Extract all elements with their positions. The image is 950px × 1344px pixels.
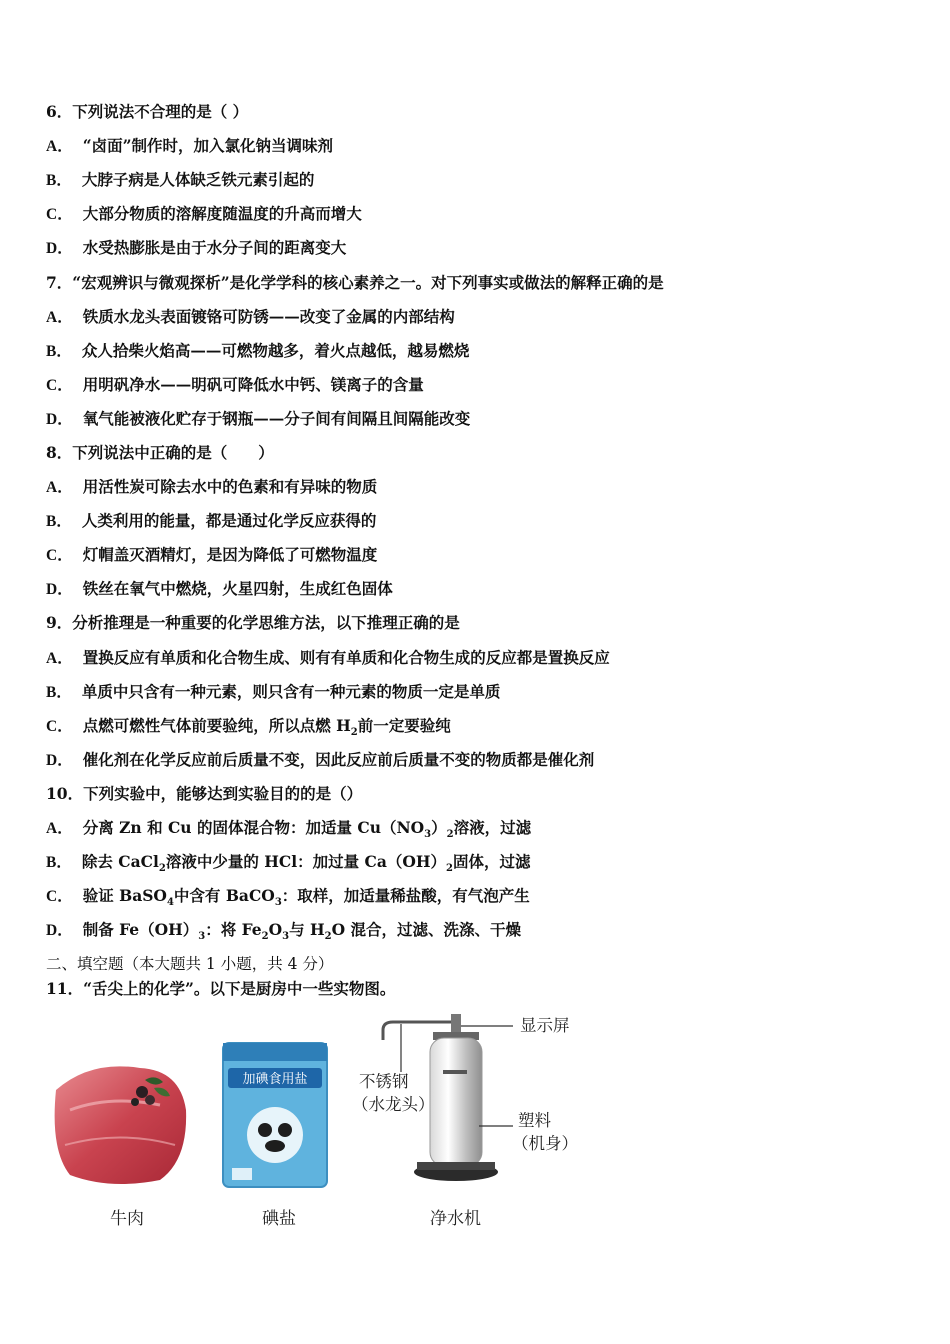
question-6: 6．下列说法不合理的是（ ） xyxy=(46,102,249,121)
question-11: 11．“舌尖上的化学”。以下是厨房中一些实物图。 xyxy=(46,979,396,998)
plastic-label: 塑料 xyxy=(518,1111,551,1130)
iodized-salt-image xyxy=(220,1040,330,1190)
salt-caption: 碘盐 xyxy=(262,1209,296,1229)
purifier-caption: 净水机 xyxy=(430,1209,481,1229)
beef-image xyxy=(50,1050,190,1190)
option-7c: C． 用明矾净水——明矾可降低水中钙、镁离子的含量 xyxy=(46,375,424,394)
option-9d: D． 催化剂在化学反应前后质量不变，因此反应前后质量不变的物质都是催化剂 xyxy=(46,750,595,769)
option-8d: D． 铁丝在氧气中燃烧，火星四射，生成红色固体 xyxy=(46,579,393,598)
beef-caption: 牛肉 xyxy=(110,1209,144,1229)
option-7d: D． 氧气能被液化贮存于钢瓶——分子间有间隔且间隔能改变 xyxy=(46,409,471,428)
option-8c: C． 灯帽盖灭酒精灯，是因为降低了可燃物温度 xyxy=(46,545,378,564)
faucet-label: （水龙头） xyxy=(352,1095,435,1114)
option-6b: B． 大脖子病是人体缺乏铁元素引起的 xyxy=(46,170,315,189)
option-8b: B． 人类利用的能量，都是通过化学反应获得的 xyxy=(46,511,377,530)
option-7a: A． 铁质水龙头表面镀铬可防锈——改变了金属的内部结构 xyxy=(46,307,455,326)
section-2-heading: 二、填空题（本大题共 1 小题，共 4 分） xyxy=(46,955,334,973)
option-9b: B． 单质中只含有一种元素，则只含有一种元素的物质一定是单质 xyxy=(46,682,501,701)
question-7: 7．“宏观辨识与微观探析”是化学学科的核心素养之一。对下列事实或做法的解释正确的是 xyxy=(46,273,664,292)
question-9: 9．分析推理是一种重要的化学思维方法，以下推理正确的是 xyxy=(46,613,460,632)
option-10b: B． 除去 CaCl$_2$溶液中少量的 HCl：加过量 $Ca(OH)_2$固体，过滤 xyxy=(46,852,531,875)
option-6c: C． 大部分物质的溶解度随温度的升高而增大 xyxy=(46,204,362,223)
display-screen-label: 显示屏 xyxy=(520,1016,570,1035)
faucet-leader-line xyxy=(395,1024,407,1074)
stainless-steel-label: 不锈钢 xyxy=(359,1072,409,1091)
purifier-leader-lines xyxy=(461,1018,521,1138)
option-9c: C． 点燃可燃性气体前要验纯，所以点燃 $H_2$前一定要验纯 xyxy=(46,716,451,739)
option-6d: D． 水受热膨胀是由于水分子间的距离变大 xyxy=(46,238,347,257)
option-8a: A． 用活性炭可除去水中的色素和有异味的物质 xyxy=(46,477,378,496)
option-7b: B． 众人拾柴火焰高——可燃物越多，着火点越低，越易燃烧 xyxy=(46,341,470,360)
option-6a: A． “卤面”制作时，加入氯化钠当调味剂 xyxy=(46,136,334,155)
option-10a: A． 分离 Zn 和 Cu 的固体混合物：加适量 $Cu(NO_3)_2$溶液，过滤 xyxy=(46,818,532,841)
salt-package-text: 加碘食用盐 xyxy=(242,1072,308,1087)
option-10c: C． 验证 BaSO$_4$中含有 BaCO$_3$：取样，加适量稀盐酸，有气泡产生 xyxy=(46,886,530,909)
option-9a: A． 置换反应有单质和化合物生成、则有有单质和化合物生成的反应都是置换反应 xyxy=(46,648,610,667)
option-10d: D． 制备 $Fe(OH)_3$：将 $Fe_2O_3$与 $H_2O$ 混合，过滤、洗涤、干燥 xyxy=(46,920,522,943)
machine-body-label: （机身） xyxy=(512,1134,578,1153)
question-8: 8．下列说法中正确的是（ ） xyxy=(46,443,274,462)
question-10: 10．下列实验中，能够达到实验目的的是（） xyxy=(46,784,363,803)
